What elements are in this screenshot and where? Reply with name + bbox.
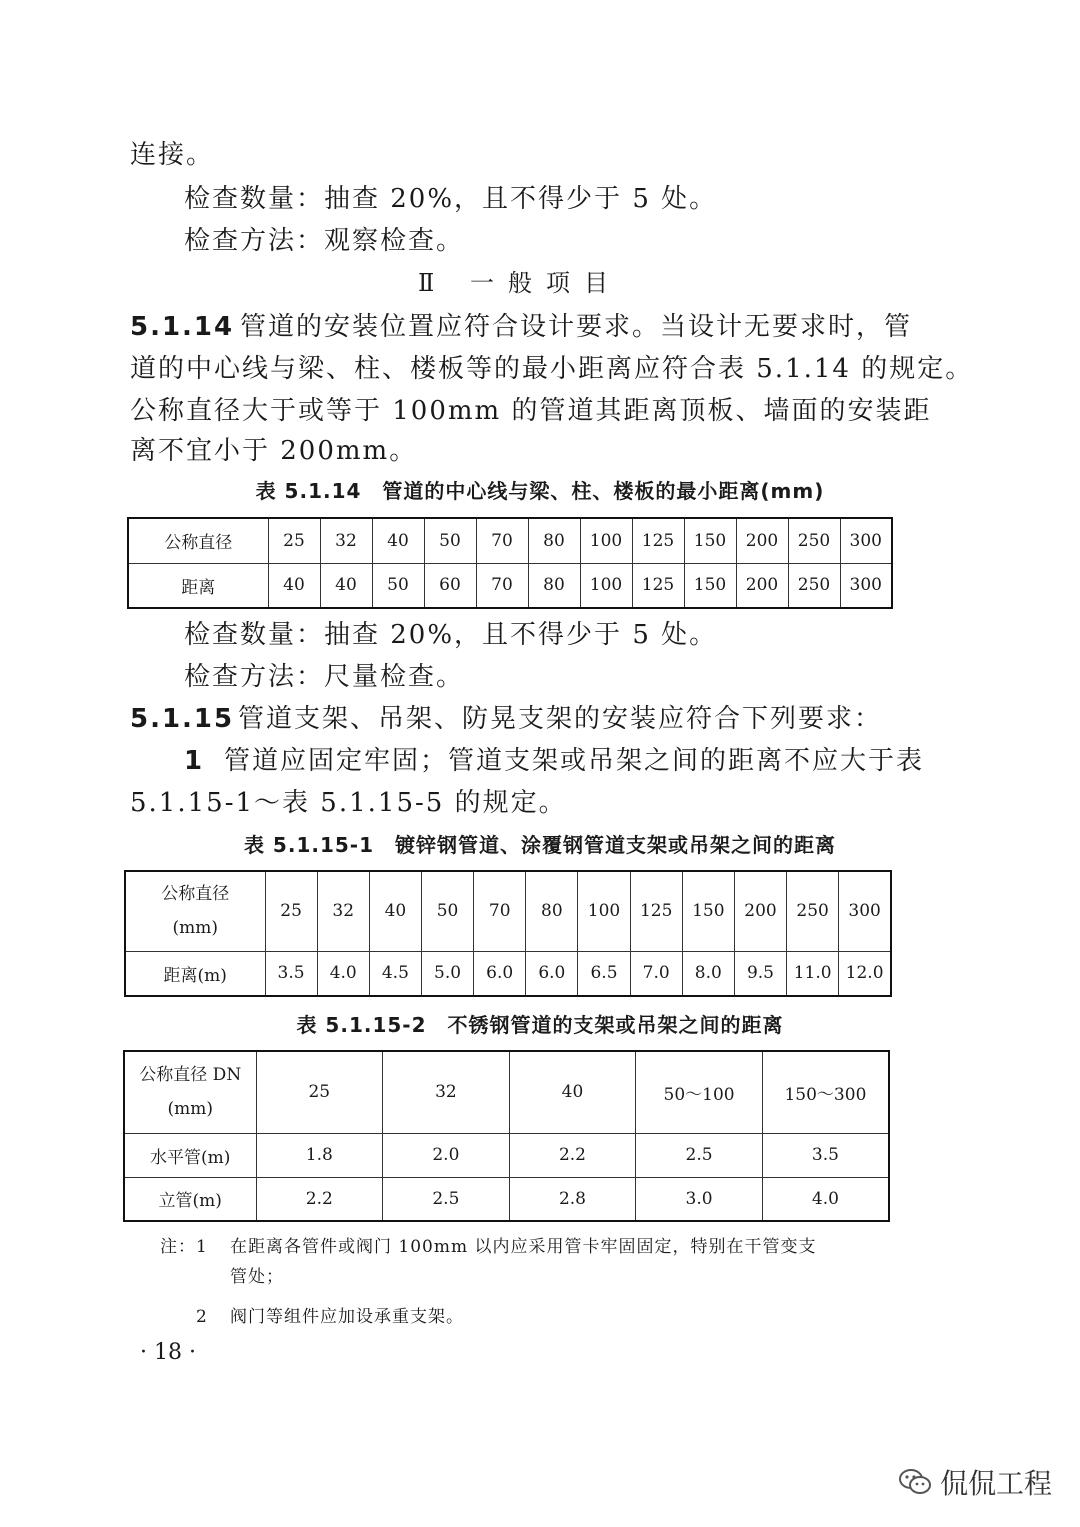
table-cell: 60 bbox=[424, 563, 476, 608]
table-cell: 250 bbox=[787, 871, 839, 951]
table-cell: 200 bbox=[736, 563, 788, 608]
table-cell: 6.5 bbox=[578, 951, 630, 996]
note-text: 阀门等组件应加设承重支架。 bbox=[230, 1307, 464, 1327]
table-cell: 32 bbox=[317, 871, 369, 951]
table-cell: 7.0 bbox=[630, 951, 682, 996]
table-row bbox=[124, 1133, 889, 1177]
table-row bbox=[125, 871, 891, 951]
table-cell: 2.2 bbox=[509, 1133, 636, 1177]
table-cell: 2.0 bbox=[383, 1133, 510, 1177]
table-cell: 40 bbox=[372, 518, 424, 563]
table-cell: 40 bbox=[509, 1051, 636, 1133]
table-row bbox=[125, 951, 891, 996]
table-cell: 80 bbox=[526, 871, 578, 951]
table-cell: 125 bbox=[632, 518, 684, 563]
item-number: 1 bbox=[184, 746, 205, 776]
table-galvanized-spacing bbox=[124, 870, 892, 997]
table-row bbox=[124, 1051, 889, 1133]
table-caption: 表 5.1.15-2 不锈钢管道的支架或吊架之间的距离 bbox=[296, 1013, 784, 1037]
wechat-icon bbox=[898, 1467, 932, 1497]
note-prefix: 2 bbox=[196, 1307, 208, 1327]
table-cell: 40 bbox=[320, 563, 372, 608]
table-cell: 150～300 bbox=[762, 1051, 889, 1133]
table-cell: 80 bbox=[528, 563, 580, 608]
table-cell: 25 bbox=[256, 1051, 383, 1133]
table-cell: 25 bbox=[268, 518, 320, 563]
row-label bbox=[125, 871, 265, 951]
table-stainless-spacing bbox=[123, 1050, 890, 1222]
table-cell: 40 bbox=[268, 563, 320, 608]
paragraph: 管道应固定牢固；管道支架或吊架之间的距离不应大于表 bbox=[224, 746, 925, 776]
row-label: 立管(m) bbox=[124, 1177, 256, 1221]
table-caption: 表 5.1.15-1 镀锌钢管道、涂覆钢管道支架或吊架之间的距离 bbox=[243, 833, 837, 857]
paragraph: 公称直径大于或等于 100mm 的管道其距离顶板、墙面的安装距 bbox=[130, 396, 932, 426]
table-cell: 100 bbox=[580, 563, 632, 608]
table-cell: 3.5 bbox=[265, 951, 317, 996]
table-cell: 2.8 bbox=[509, 1177, 636, 1221]
table-cell: 11.0 bbox=[787, 951, 839, 996]
row-label: 距离(m) bbox=[125, 951, 265, 996]
table-cell: 5.0 bbox=[421, 951, 473, 996]
table-cell: 50 bbox=[421, 871, 473, 951]
section-heading: Ⅱ 一般项目 bbox=[418, 269, 622, 297]
table-min-distance bbox=[127, 517, 893, 609]
table-cell: 40 bbox=[369, 871, 421, 951]
table-cell: 200 bbox=[736, 518, 788, 563]
paragraph: 管道的安装位置应符合设计要求。当设计无要求时，管 bbox=[240, 312, 913, 342]
row-label-line: 公称直径 bbox=[161, 884, 230, 905]
table-caption: 表 5.1.14 管道的中心线与梁、柱、楼板的最小距离(mm) bbox=[255, 479, 825, 503]
paragraph: 检查数量：抽查 20%，且不得少于 5 处。 bbox=[184, 620, 718, 650]
table-cell: 300 bbox=[839, 871, 891, 951]
table-cell: 3.0 bbox=[636, 1177, 763, 1221]
table-cell: 50～100 bbox=[636, 1051, 763, 1133]
watermark bbox=[898, 1462, 1052, 1502]
table-cell: 125 bbox=[632, 563, 684, 608]
paragraph: 检查方法：观察检查。 bbox=[184, 226, 465, 256]
table-cell: 125 bbox=[630, 871, 682, 951]
paragraph: 5.1.15-1～表 5.1.15-5 的规定。 bbox=[130, 788, 567, 818]
paragraph: 离不宜小于 200mm。 bbox=[130, 436, 418, 466]
table-cell: 4.0 bbox=[317, 951, 369, 996]
table-cell: 6.0 bbox=[474, 951, 526, 996]
paragraph: 管道支架、吊架、防晃支架的安装应符合下列要求： bbox=[238, 704, 883, 734]
row-label-line: 公称直径 DN bbox=[139, 1065, 242, 1086]
table-row bbox=[124, 1177, 889, 1221]
note-prefix: 注：1 bbox=[160, 1237, 208, 1257]
table-cell: 50 bbox=[372, 563, 424, 608]
table-cell: 250 bbox=[788, 518, 840, 563]
row-label bbox=[124, 1051, 256, 1133]
table-cell: 32 bbox=[383, 1051, 510, 1133]
table-cell: 300 bbox=[840, 518, 892, 563]
table-cell: 70 bbox=[476, 518, 528, 563]
row-label-line: (mm) bbox=[172, 918, 218, 939]
table-cell: 32 bbox=[320, 518, 372, 563]
table-cell: 250 bbox=[788, 563, 840, 608]
table-cell: 8.0 bbox=[682, 951, 734, 996]
table-cell: 80 bbox=[528, 518, 580, 563]
table-cell: 12.0 bbox=[839, 951, 891, 996]
section-number: 5.1.15 bbox=[130, 704, 235, 734]
note-text: 管处； bbox=[230, 1267, 284, 1287]
table-cell: 150 bbox=[684, 563, 736, 608]
row-label: 水平管(m) bbox=[124, 1133, 256, 1177]
table-cell: 6.0 bbox=[526, 951, 578, 996]
table-cell: 150 bbox=[684, 518, 736, 563]
paragraph: 连接。 bbox=[130, 140, 215, 170]
table-cell: 2.5 bbox=[383, 1177, 510, 1221]
watermark-text: 侃侃工程 bbox=[940, 1467, 1053, 1500]
row-label-line: (mm) bbox=[167, 1099, 213, 1120]
table-cell: 70 bbox=[474, 871, 526, 951]
table-row bbox=[128, 563, 892, 608]
paragraph: 道的中心线与梁、柱、楼板等的最小距离应符合表 5.1.14 的规定。 bbox=[130, 354, 974, 384]
table-cell: 150 bbox=[682, 871, 734, 951]
page-number: · 18 · bbox=[140, 1340, 196, 1365]
table-cell: 300 bbox=[840, 563, 892, 608]
table-cell: 100 bbox=[578, 871, 630, 951]
table-cell: 50 bbox=[424, 518, 476, 563]
paragraph: 检查数量：抽查 20%，且不得少于 5 处。 bbox=[184, 184, 718, 214]
table-cell: 100 bbox=[580, 518, 632, 563]
table-cell: 25 bbox=[265, 871, 317, 951]
note-text: 在距离各管件或阀门 100mm 以内应采用管卡牢固固定，特别在干管变支 bbox=[230, 1237, 817, 1257]
table-cell: 2.2 bbox=[256, 1177, 383, 1221]
table-cell: 4.0 bbox=[762, 1177, 889, 1221]
table-cell: 4.5 bbox=[369, 951, 421, 996]
table-cell: 70 bbox=[476, 563, 528, 608]
table-cell: 9.5 bbox=[734, 951, 786, 996]
row-label: 公称直径 bbox=[128, 518, 268, 563]
table-cell: 3.5 bbox=[762, 1133, 889, 1177]
table-cell: 200 bbox=[734, 871, 786, 951]
row-label: 距离 bbox=[128, 563, 268, 608]
table-cell: 1.8 bbox=[256, 1133, 383, 1177]
paragraph: 检查方法：尺量检查。 bbox=[184, 662, 465, 692]
table-cell: 2.5 bbox=[636, 1133, 763, 1177]
table-row bbox=[128, 518, 892, 563]
section-number: 5.1.14 bbox=[130, 312, 235, 342]
